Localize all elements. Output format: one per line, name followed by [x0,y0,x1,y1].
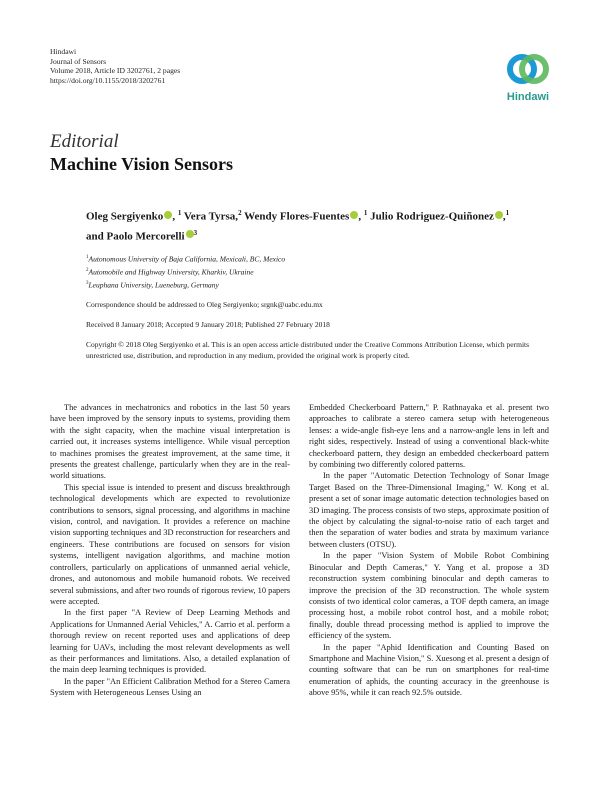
volume-info: Volume 2018, Article ID 3202761, 2 pages [50,66,181,76]
body-paragraph: In the paper "An Efficient Calibration Method for a Stereo Camera System with Heterogeneous Lenses Using an [50,676,290,698]
publisher-name: Hindawi [50,47,77,56]
hindawi-logo-text: Hindawi [506,91,550,103]
correspondence: Correspondence should be addressed to Oleg Sergiyenko; srgnk@uabc.edu.mx [86,300,323,310]
copyright-notice: Copyright © 2018 Oleg Sergiyenko et al. This is an open access article distributed under the Creative Commons Attribution License, which permits unrestricted use, distribution, and reproduction in any medium, provided the original work is properly cited. [86,340,530,361]
body-paragraph: In the paper "Aphid Identification and Counting Based on Smartphone and Machine Vision," S. Xuesong et al. present a design of counting software that can be run on smartphones for real-time enumeration of aphids, the counting accuracy in the greenhouse is above 95%, while it can reach 92.5% outside. [309,642,549,698]
affiliation: $^1$Autonomous University of Baja California, Mexicali, BC, Mexico [86,254,286,264]
journal-header [50,47,180,85]
publication-dates: Received 8 January 2018; Accepted 9 January 2018; Published 27 February 2018 [86,320,330,330]
author-name[interactable]: Vera Tyrsa, [183,210,239,223]
doi-link[interactable]: https://doi.org/10.1155/2018/3202761 [50,75,166,85]
author-list: Oleg Sergiyenko , $^1$ Vera Tyrsa,$^2$ Wendy Flores-Fuentes , $^1$ Julio Rodriguez-Quiñonez ,$^1$ and Paolo Mercorelli $^3$ [86,209,510,243]
body-column-left [50,402,290,699]
body-paragraph: In the first paper "A Review of Deep Learning Methods and Applications for Unmanned Aerial Vehicles," A. Carrio et al. perform a thorough review on recent reported uses and applications of deep learning for UAVs, including the most relevant developments as well as their performances and limitations. Also, a detailed explanation of the main deep learning techniques is provided. [50,608,290,675]
orcid-icon[interactable] [495,211,503,219]
front-matter [86,205,566,361]
body-paragraph: Embedded Checkerboard Pattern," P. Rathnayaka et al. present two approaches to calibrate a stereo camera setup with heterogeneous lenses: a wide-angle fish-eye lens and a narrow-angle lens in left and right sides, respectively. Instead of using a conventional black-white checkerboard pattern, they design an embedded checkerboard pattern by combining two differently colored patterns. [309,403,549,470]
body-paragraph: In the paper "Automatic Detection Technology of Sonar Image Target Based on the Three-Dimensional Imaging," W. Kong et al. present a set of sonar image automatic detection technologies based on 3D imaging. The process consists of two steps, approximate position of the object by calculating the signal-to-noise ratio of each target and then the separation of water bodies and strata by maximum variance between clusters (OTSU). [309,471,549,549]
journal-name: Journal of Sensors [50,56,107,66]
page-title: Machine Vision Sensors [50,154,234,174]
body-column-right [309,402,549,699]
body-paragraph: In the paper "Vision System of Mobile Robot Combining Binocular and Depth Cameras," Y. Yang et al. propose a 3D reconstruction system combining binocular and depth cameras to improve the precision of the 3D reconstruction. The whole system consists of two identical color cameras, a TOF depth camera, an image processing host, a mobile robot control host, and a mobile robot; finally, double thread processing method is applied to improve the efficiency of the system. [309,551,549,641]
affiliation-list [86,252,566,291]
author-name[interactable]: Wendy Flores-Fuentes [244,210,350,223]
affiliation: $^3$Leuphana University, Lueneburg, Germany [86,280,219,290]
author-name[interactable]: Julio Rodriguez-Quiñonez [370,210,494,223]
article-category: Editorial [50,131,119,152]
author-name[interactable]: and Paolo Mercorelli [86,230,185,243]
author-name[interactable]: Oleg Sergiyenko [86,210,164,223]
orcid-icon[interactable] [186,230,194,238]
body-paragraph: This special issue is intended to present and discuss breakthrough technological developments which are expected to revolutionize contributions to sensors, signal processing, and algorithms in machine vision, control, and navigation. It provides a reference on machine vision supporting techniques and 3D reconstruction for researchers and engineers. These contributions are focused on sensors for vision systems, intelligent navigation algorithms, and machine motion controllers, particularly on applications of unmanned aerial vehicle, drones, and autonomous and mobile humanoid robots. We received several submissions, and after two rounds of rigorous review, 10 papers were accepted. [50,482,290,606]
affiliation: $^2$Automobile and Highway University, Kharkiv, Ukraine [86,267,254,277]
body-paragraph: The advances in mechatronics and robotics in the last 50 years have been improved by the sensory inputs to systems, providing them with the sight capacity, when the machine visual interpretation is carried out, it increases systems intelligence. While visual perception to machines promises the greatest improvement, at the same time, it presents the greatest challenge, particularly when they are in the real-world situations. [50,403,290,481]
